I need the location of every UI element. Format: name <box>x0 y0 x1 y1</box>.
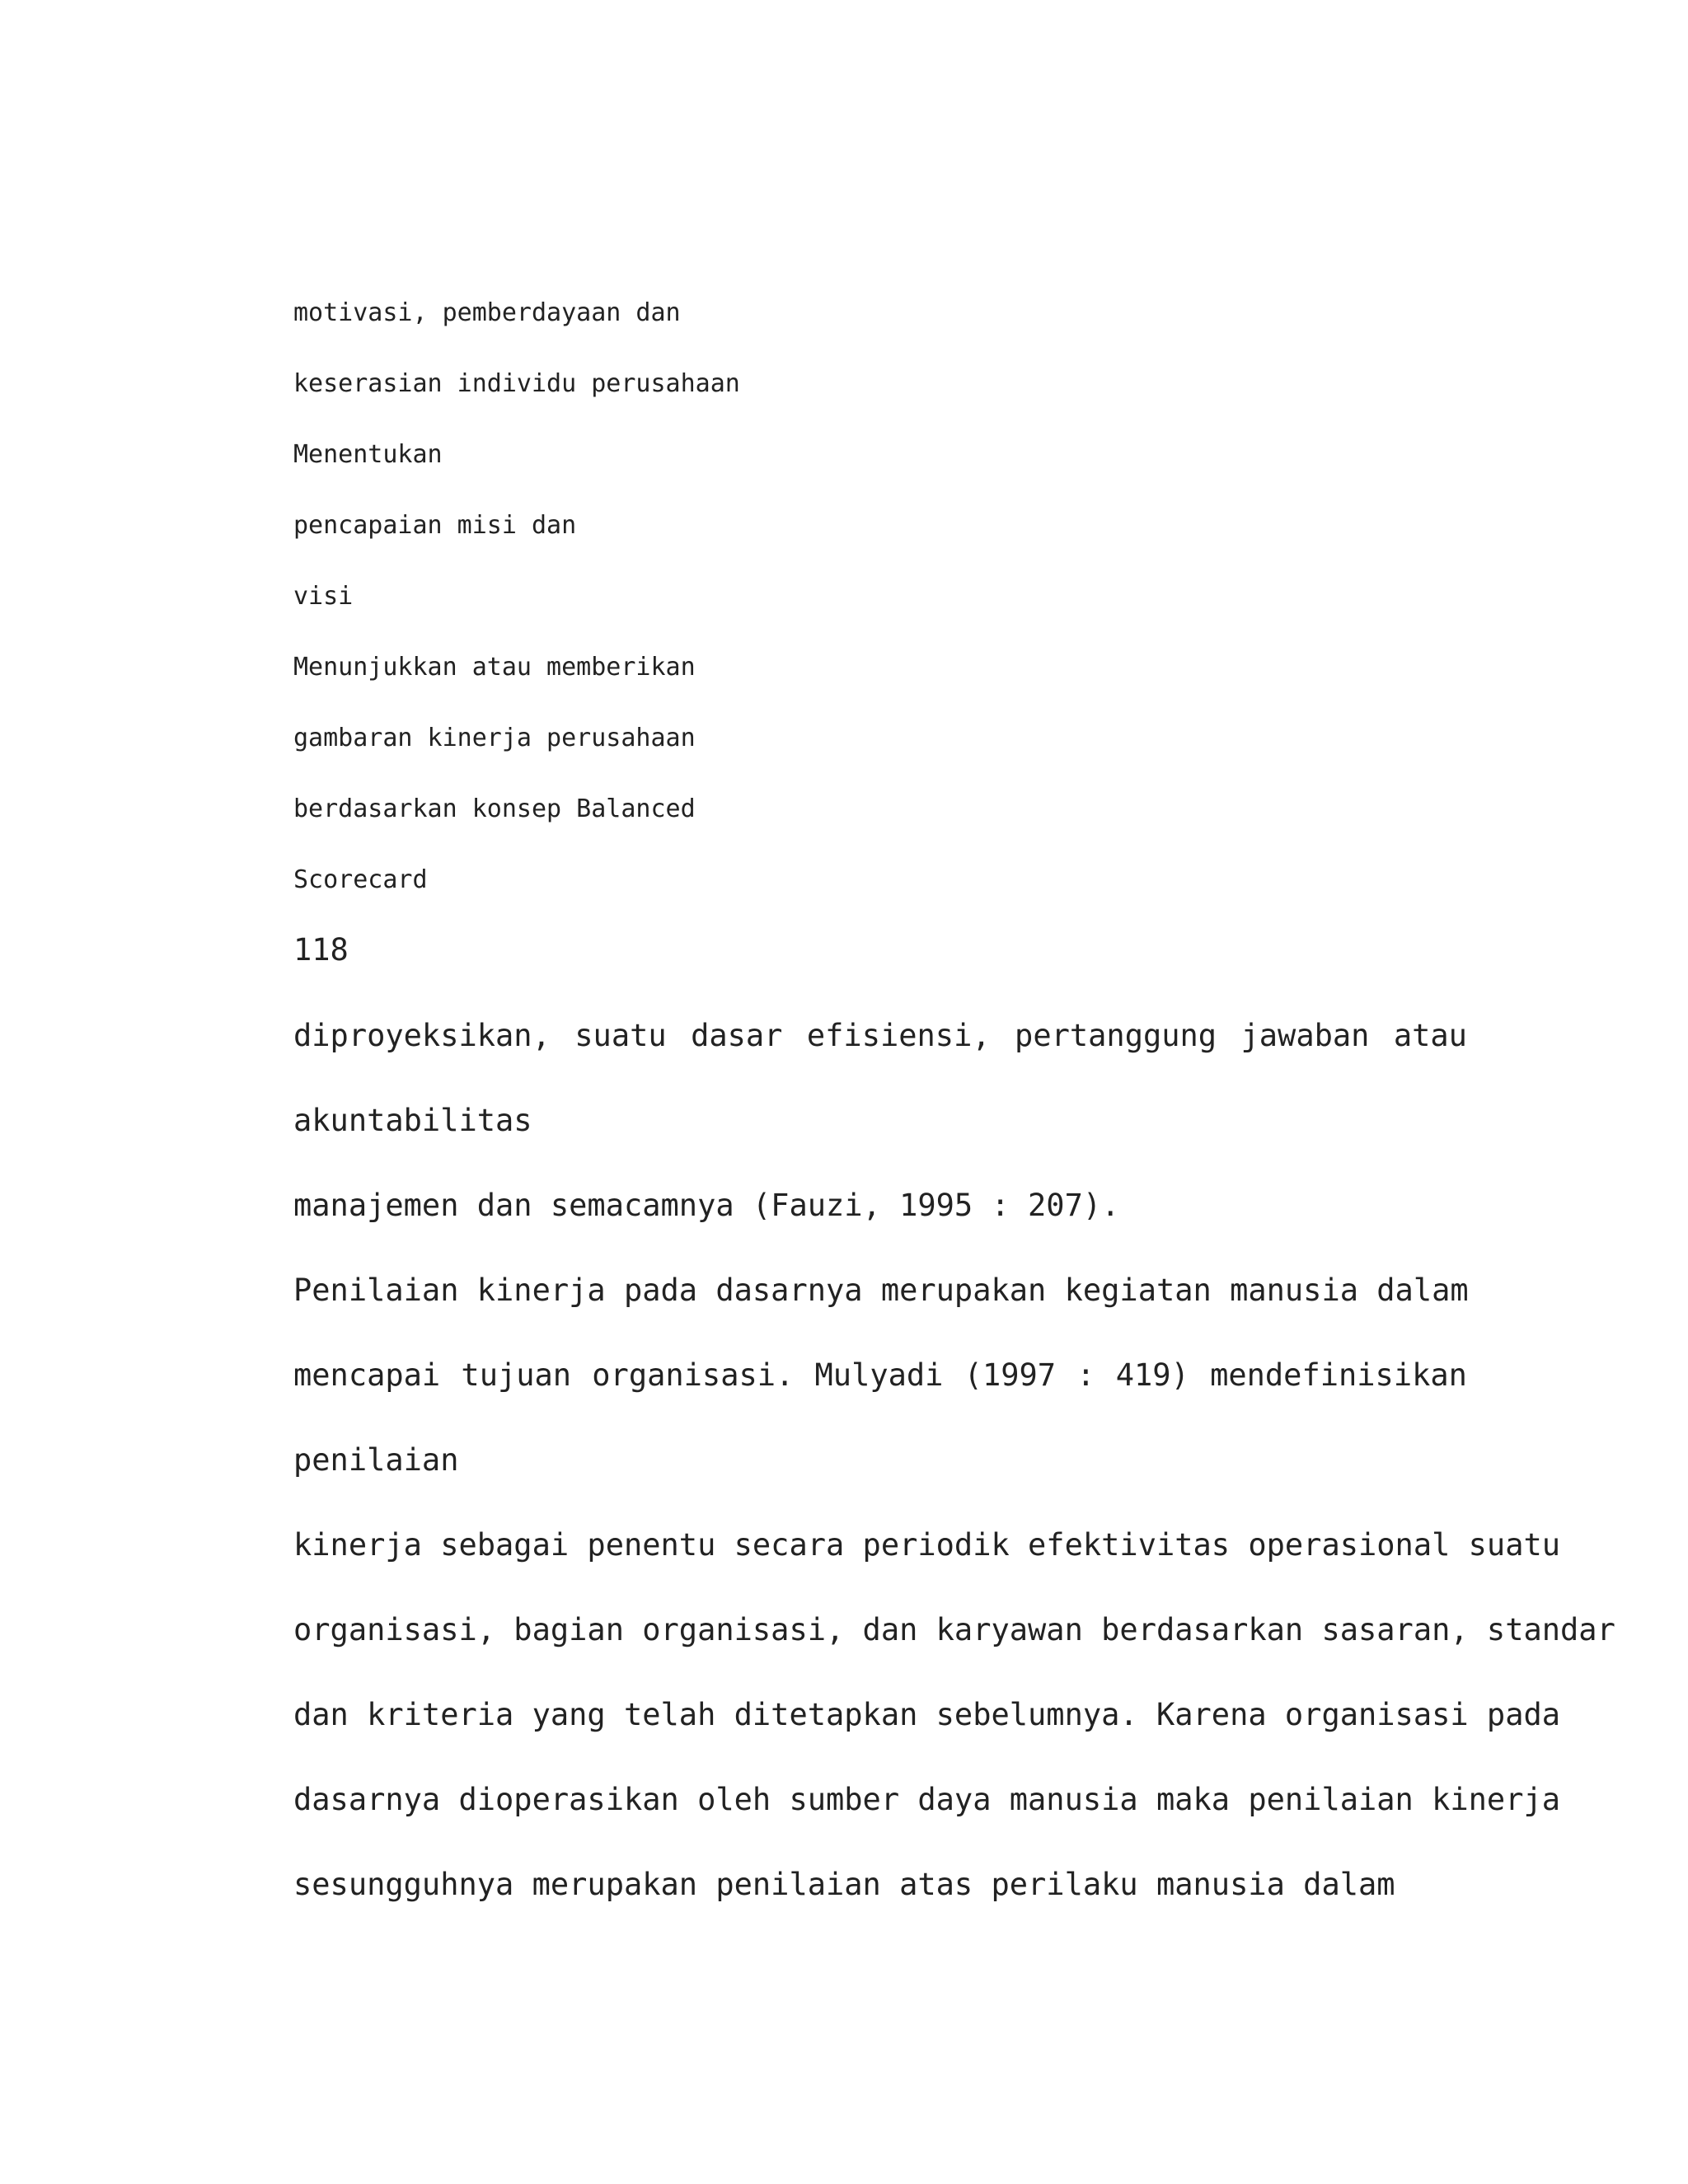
body-word: atau <box>1393 1018 1467 1053</box>
figure-text-line: visi <box>293 582 354 611</box>
body-line: akuntabilitas <box>293 1103 532 1138</box>
body-line: manajemen dan semacamnya (Fauzi, 1995 : 207). <box>293 1188 1120 1223</box>
figure-text-line: gambaran kinerja perusahaan <box>293 724 696 752</box>
body-word: jawaban <box>1240 1018 1370 1053</box>
body-word: efisiensi, <box>806 1018 991 1053</box>
body-word: (1997 <box>964 1357 1057 1393</box>
body-word: suatu <box>574 1018 667 1053</box>
body-line: dasarnya dioperasikan oleh sumber daya manusia maka penilaian kinerja <box>293 1782 1561 1817</box>
body-line-justified <box>293 1015 1467 1057</box>
body-line: kinerja sebagai penentu secara periodik efektivitas operasional suatu <box>293 1527 1561 1563</box>
body-word: : <box>1076 1357 1095 1393</box>
body-line: Penilaian kinerja pada dasarnya merupakan kegiatan manusia dalam <box>293 1272 1469 1308</box>
figure-text-line: pencapaian misi dan <box>293 511 577 540</box>
figure-text-line: keserasian individu perusahaan <box>293 369 740 398</box>
page-number: 118 <box>293 932 349 968</box>
figure-text-line: Scorecard <box>293 865 428 894</box>
body-line: dan kriteria yang telah ditetapkan sebelumnya. Karena organisasi pada <box>293 1697 1561 1732</box>
body-line: sesungguhnya merupakan penilaian atas perilaku manusia dalam <box>293 1867 1395 1902</box>
body-line-justified <box>293 1355 1467 1396</box>
body-word: mendefinisikan <box>1210 1357 1467 1393</box>
body-word: diproyeksikan, <box>293 1018 551 1053</box>
body-word: pertanggung <box>1015 1018 1217 1053</box>
body-line: penilaian <box>293 1442 459 1478</box>
figure-text-line: Menunjukkan atau memberikan <box>293 653 696 682</box>
body-word: tujuan <box>461 1357 572 1393</box>
figure-text-line: motivasi, pemberdayaan dan <box>293 298 681 327</box>
body-word: organisasi. <box>592 1357 795 1393</box>
body-line: organisasi, bagian organisasi, dan karyawan berdasarkan sasaran, standar <box>293 1612 1615 1647</box>
body-word: mencapai <box>293 1357 441 1393</box>
figure-text-line: Menentukan <box>293 440 443 469</box>
body-word: dasar <box>691 1018 783 1053</box>
body-word: Mulyadi <box>814 1357 944 1393</box>
body-word: 419) <box>1115 1357 1189 1393</box>
figure-text-line: berdasarkan konsep Balanced <box>293 794 696 823</box>
